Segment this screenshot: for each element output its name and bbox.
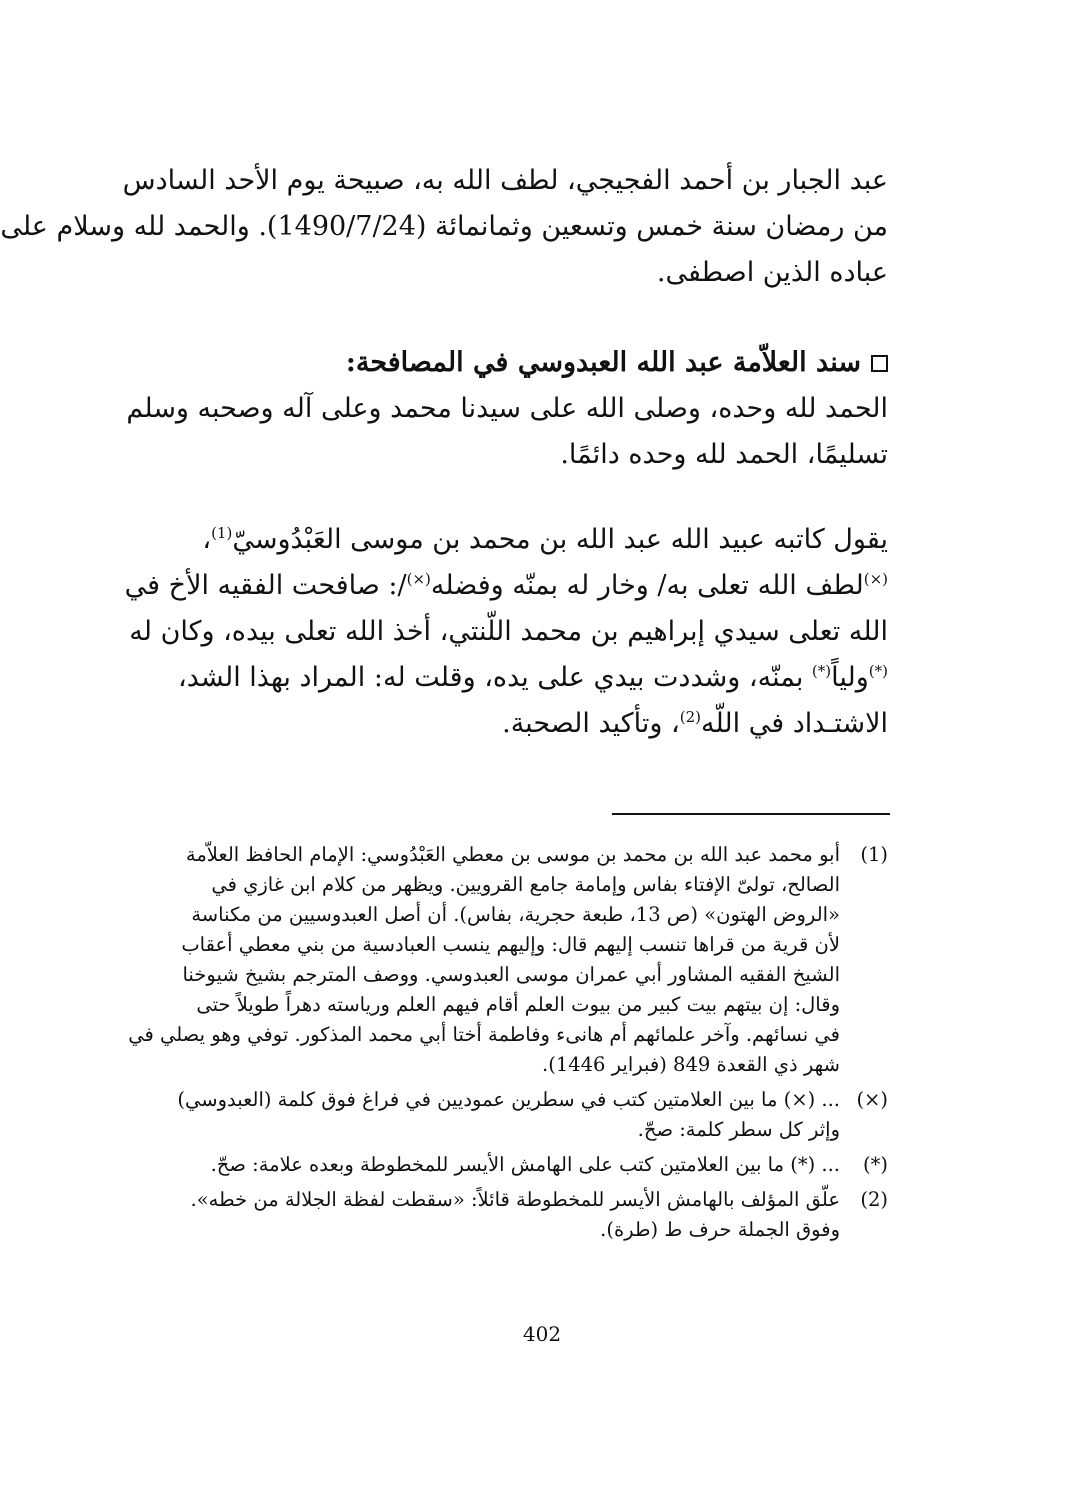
text-line: الله تعلى سيدي إبراهيم بن محمد اللّنتي، أخذ الله تعلى بيده، وكان له (129, 616, 888, 647)
footnote-ref: (1) (211, 524, 233, 542)
footnote-item (174, 1150, 888, 1180)
footnote-line: وقال: إن بيتهم بيت كبير من بيوت العلم أقام فيهم العلم ورياسته دهراً طويلاً حتى (196, 993, 840, 1016)
text-line (174, 655, 888, 701)
footnote-line: ... (*) ما بين العلامتين كتب على الهامش الأيسر للمخطوطة وبعده علامة: صحّ. (210, 1153, 840, 1176)
footnote-text (174, 1085, 840, 1145)
text-line (124, 563, 888, 609)
square-bullet-icon (871, 355, 888, 372)
text-segment: لطف الله تعلى به/ وخار له بمنّه وفضله (430, 570, 864, 601)
text-segment: ولياً (831, 662, 869, 693)
text-segment: /: صافحت الفقيه الأخ في (124, 570, 407, 601)
footnote-item (174, 1185, 888, 1245)
footnote-item (174, 1085, 888, 1145)
footnote-line: لأن قرية من قراها تنسب إليهم قال: وإليهم ينسب العبادسية من بني معطي أعقاب (181, 933, 840, 956)
page-number: 402 (522, 1322, 562, 1346)
footnote-line: علّق المؤلف بالهامش الأيسر للمخطوطة قائلاً: «سقطت لفظة الجلالة من خطه». (190, 1188, 840, 1211)
footnote-ref: (×) (863, 570, 888, 588)
footnote-text (174, 1185, 840, 1245)
text-segment: بمنّه، وشددت بيدي على يده، وقلت له: المراد بهذا الشد، (178, 662, 812, 693)
footnote-marker: (2) (860, 1188, 888, 1211)
footnote-separator (612, 813, 890, 815)
text-line: الحمد لله وحده، وصلى الله على سيدنا محمد وعلى آله وصحبه وسلم (126, 393, 888, 424)
text-line: عبد الجبار بن أحمد الفجيجي، لطف الله به، صبيحة يوم الأحد السادس (122, 165, 888, 196)
footnotes (128, 840, 888, 1250)
text-segment: ، وتأكيد الصحبة. (502, 708, 680, 739)
footnote-line: الصالح، تولىّ الإفتاء بفاس وإمامة جامع القرويين. ويظهر من كلام ابن غازي في (211, 873, 840, 896)
footnote-ref: (*) (868, 662, 888, 680)
text-line: تسليمًا، الحمد لله وحده دائمًا. (560, 439, 888, 470)
text-line (174, 517, 888, 563)
footnote-ref: (×) (406, 570, 431, 588)
section-heading (174, 340, 888, 386)
text-segment: الاشتـداد في اللّه (701, 708, 888, 739)
footnote-marker: (×) (856, 1088, 888, 1111)
footnote-line: شهر ذي القعدة 849 (فبراير 1446). (542, 1053, 840, 1076)
footnote-ref: (2) (679, 708, 701, 726)
section-heading-text: سند العلاّمة عبد الله العبدوسي في المصافحة: (345, 347, 861, 378)
footnote-text (174, 1150, 840, 1180)
paragraph-praise (126, 386, 888, 478)
footnote-line: وفوق الجملة حرف ط (طرة). (600, 1218, 840, 1241)
text-segment: ، (202, 524, 212, 555)
footnote-item (128, 840, 888, 1080)
text-segment: يقول كاتبه عبيد الله عبد الله بن محمد بن موسى العَبْدُوسيّ (232, 524, 888, 555)
paragraph-colophon (0, 158, 888, 296)
footnote-line: الشيخ الفقيه المشاور أبي عمران موسى العبدوسي. ووصف المترجم بشيخ شيوخنا (182, 963, 840, 986)
footnote-line: أبو محمد عبد الله بن محمد بن موسى بن معطي العَبْدُوسي: الإمام الحافظ العلاّمة (185, 843, 840, 866)
text-line (174, 701, 888, 747)
footnote-line: وإثر كل سطر كلمة: صحّ. (637, 1118, 840, 1141)
footnote-ref: (*) (811, 662, 832, 680)
text-line: عباده الذين اصطفى. (656, 257, 888, 288)
footnote-line: «الروض الهتون» (ص 13، طبعة حجرية، بفاس). أن أصل العبدوسيين من مكناسة (191, 903, 840, 926)
footnote-text (128, 840, 840, 1080)
footnote-line: في نسائهم. وآخر علمائهم أم هانىء وفاطمة أختا أبي محمد المذكور. توفي وهو يصلي في (128, 1023, 840, 1046)
text-line: من رمضان سنة خمس وتسعين وثمانمائة (1490/7/24). والحمد لله وسلام على (0, 211, 888, 242)
paragraph-narration (124, 517, 888, 747)
footnote-line: ... (×) ما بين العلامتين كتب في سطرين عموديين في فراغ فوق كلمة (العبدوسي) (177, 1088, 840, 1111)
footnote-marker: (1) (860, 843, 888, 866)
footnote-marker: (*) (863, 1153, 888, 1176)
